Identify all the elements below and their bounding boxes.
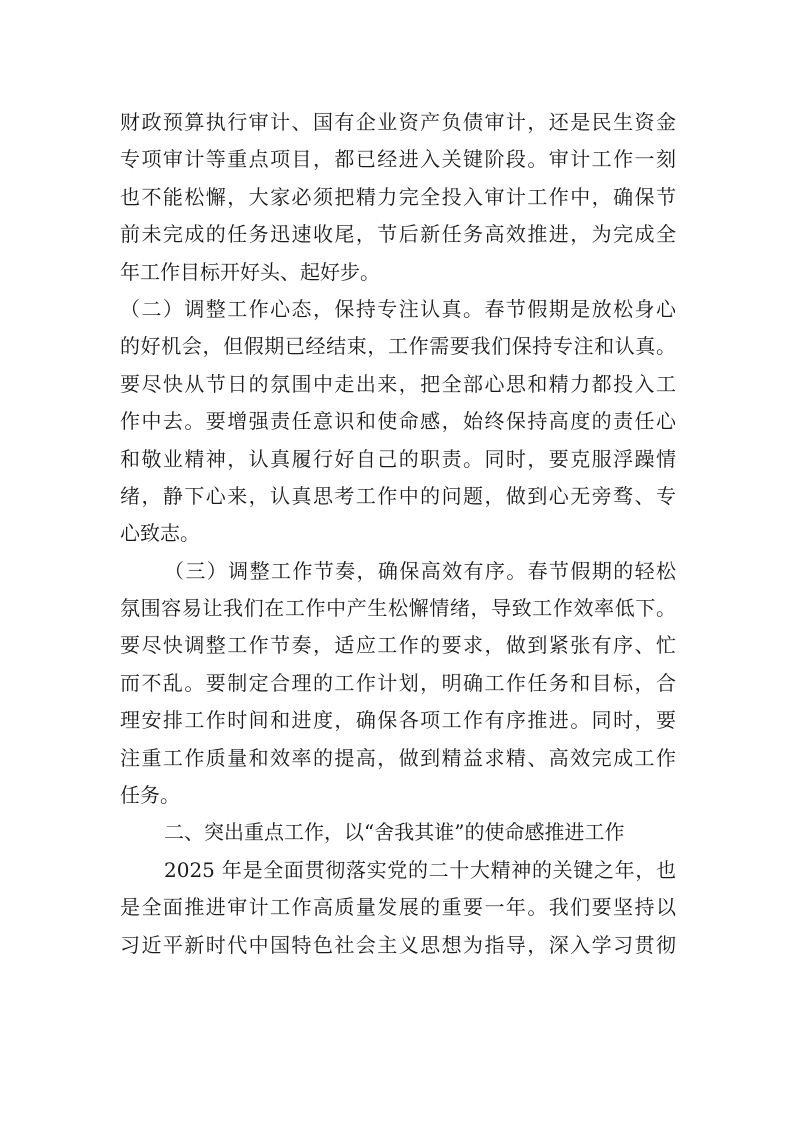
paragraph-heading-2 [120,814,676,851]
text-line: 习近平新时代中国特色社会主义思想为指导，深入学习贯彻 [120,932,676,957]
chapter-heading: 二、突出重点工作，以“舍我其谁”的使命感推进工作 [164,820,625,845]
text-line: 任务。 [120,783,180,808]
text-line: 是全面推进审计工作高质量发展的重要一年。我们要坚持以 [120,895,676,920]
text-line: 心致志。 [120,521,200,546]
text-line: 专项审计等重点项目，都已经进入关键阶段。审计工作一刻 [120,147,676,172]
document-page [120,104,676,964]
text-line: 年工作目标开好头、起好步。 [120,259,380,284]
text-line: 也不能松懈，大家必须把精力完全投入审计工作中，确保节 [120,184,676,209]
section-heading-line: （二）调整工作心态，保持专注认真。春节假期是放松身心 [120,296,676,321]
text-line: 和敬业精神，认真履行好自己的职责。同时，要克服浮躁情 [120,446,676,471]
text-line: 的好机会，但假期已经结束，工作需要我们保持专注和认真。 [120,334,676,359]
text-line: 氛围容易让我们在工作中产生松懈情绪，导致工作效率低下。 [120,596,676,621]
section-heading-line: （三）调整工作节奏，确保高效有序。春节假期的轻松 [164,558,676,583]
text-line: 要尽快调整工作节奏，适应工作的要求，做到紧张有序、忙 [120,633,676,658]
text-line: 作中去。要增强责任意识和使命感，始终保持高度的责任心 [120,409,676,434]
text-line: 注重工作质量和效率的提高，做到精益求精、高效完成工作 [120,745,676,770]
text-line: 2025 年是全面贯彻落实党的二十大精神的关键之年，也 [164,857,676,882]
text-line: 理安排工作时间和进度，确保各项工作有序推进。同时，要 [120,708,676,733]
paragraph-section-2 [120,291,676,553]
text-line: 而不乱。要制定合理的工作计划，明确工作任务和目标，合 [120,670,676,695]
text-line: 前未完成的任务迅速收尾，节后新任务高效推进，为完成全 [120,222,676,247]
paragraph-section-3 [120,553,676,815]
paragraph-2025 [120,852,676,964]
paragraph-audit-projects [120,104,676,291]
text-line: 要尽快从节日的氛围中走出来，把全部心思和精力都投入工 [120,371,676,396]
text-line: 财政预算执行审计、国有企业资产负债审计，还是民生资金 [120,110,676,134]
text-line: 绪，静下心来，认真思考工作中的问题，做到心无旁骛、专 [120,483,676,508]
